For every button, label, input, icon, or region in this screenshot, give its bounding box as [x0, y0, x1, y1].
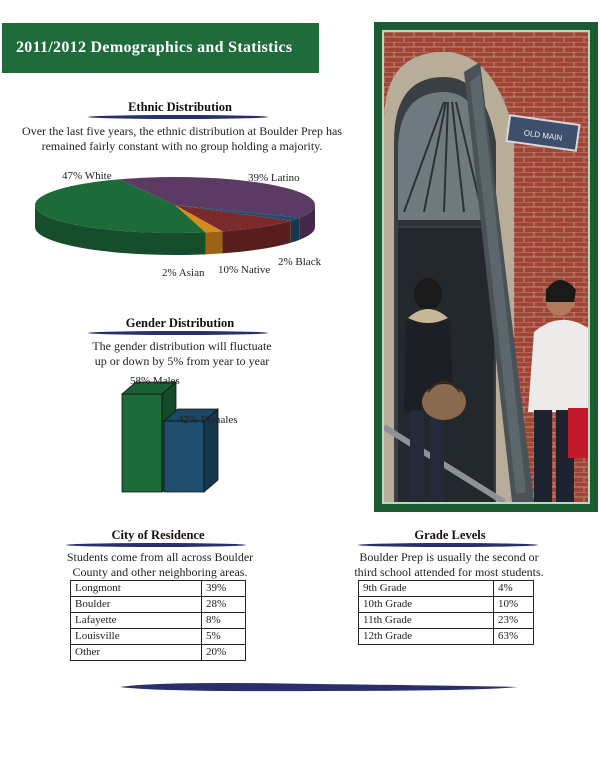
- gender-bar-chart: [110, 370, 250, 500]
- bar-label-males: 58% Males: [130, 375, 180, 387]
- table-row: [71, 613, 246, 629]
- page-title: 2011/2012 Demographics and Statistics: [16, 39, 293, 56]
- bar-females-front: [164, 421, 204, 492]
- percent-cell: 20%: [202, 645, 246, 661]
- pie-side-black: [291, 218, 300, 243]
- ethnic-swoosh: [88, 115, 268, 119]
- percent-cell: 5%: [202, 629, 246, 645]
- grade-cell: 9th Grade: [359, 581, 494, 597]
- percent-cell: 39%: [202, 581, 246, 597]
- pie-label-white: 47% White: [62, 170, 112, 182]
- grade-cell: 10th Grade: [359, 597, 494, 613]
- percent-cell: 63%: [494, 629, 534, 645]
- pie-label-native: 10% Native: [218, 264, 271, 276]
- grades-description-line2: third school attended for most students.: [354, 565, 544, 579]
- ethnic-title: Ethnic Distribution: [128, 100, 232, 114]
- grades-title: Grade Levels: [414, 528, 486, 542]
- bar-males-front: [122, 394, 162, 492]
- school-entrance-photo: [382, 30, 590, 504]
- grade-cell: 11th Grade: [359, 613, 494, 629]
- bar-label-females: 42% Females: [178, 414, 238, 426]
- grades-description-line1: Boulder Prep is usually the second or: [359, 550, 539, 564]
- residence-description-line2: County and other neighboring areas.: [72, 565, 248, 579]
- grade-cell: 12th Grade: [359, 629, 494, 645]
- pie-label-latino: 39% Latino: [248, 172, 300, 184]
- table-row: [359, 597, 534, 613]
- photo-illustration: [384, 32, 588, 502]
- sign-text: OLD MAIN: [523, 128, 563, 143]
- percent-cell: 4%: [494, 581, 534, 597]
- photo-frame: [374, 22, 598, 512]
- table-row: [71, 581, 246, 597]
- table-row: [71, 645, 246, 661]
- residence-title: City of Residence: [111, 528, 205, 542]
- city-cell: Louisville: [71, 629, 202, 645]
- table-row: [71, 597, 246, 613]
- table-row: [359, 629, 534, 645]
- grades-swoosh: [358, 543, 538, 547]
- pie-label-black: 2% Black: [278, 256, 322, 268]
- gender-swoosh: [88, 331, 268, 335]
- pie-side-asian: [206, 231, 223, 254]
- percent-cell: 10%: [494, 597, 534, 613]
- city-cell: Boulder: [71, 597, 202, 613]
- gender-description-line1: The gender distribution will fluctuate: [92, 339, 272, 353]
- percent-cell: 28%: [202, 597, 246, 613]
- table-row: [359, 581, 534, 597]
- percent-cell: 8%: [202, 613, 246, 629]
- city-cell: Longmont: [71, 581, 202, 597]
- table-row: [359, 613, 534, 629]
- ethnic-pie-chart: [0, 165, 370, 285]
- residence-table: [70, 580, 246, 661]
- footer-swoosh: [118, 680, 528, 694]
- page-title-banner: [2, 23, 319, 73]
- percent-cell: 23%: [494, 613, 534, 629]
- table-row: [71, 629, 246, 645]
- pie-label-asian: 2% Asian: [162, 267, 205, 279]
- ethnic-description: Over the last five years, the ethnic distribution at Boulder Prep has remained fairly constant with no group holding a majority.: [22, 124, 342, 153]
- residence-description-line1: Students come from all across Boulder: [66, 550, 254, 564]
- city-cell: Lafayette: [71, 613, 202, 629]
- city-cell: Other: [71, 645, 202, 661]
- grades-table: [358, 580, 534, 645]
- gender-description-line2: up or down by 5% from year to year: [94, 354, 270, 368]
- gender-title: Gender Distribution: [125, 316, 235, 330]
- residence-swoosh: [66, 543, 246, 547]
